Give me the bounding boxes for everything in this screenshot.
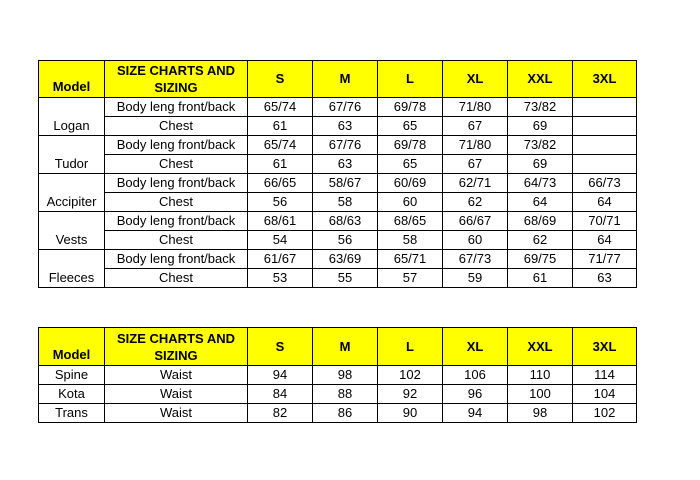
- size-value-cell: 56: [313, 231, 378, 250]
- model-name-cell: Accipiter: [39, 174, 105, 212]
- size-value-cell: 102: [378, 366, 443, 385]
- table-row: [39, 98, 637, 117]
- size-value-cell: 71/80: [443, 136, 508, 155]
- size-value-cell: 64: [573, 193, 637, 212]
- size-value-cell: 58/67: [313, 174, 378, 193]
- table-row: [39, 385, 637, 404]
- size-value-cell: 69: [508, 155, 573, 174]
- size-value-cell: 73/82: [508, 98, 573, 117]
- table-row: [39, 250, 637, 269]
- measure-label-cell: Chest: [105, 193, 248, 212]
- table-header-row: [39, 61, 637, 98]
- size-column-header: XXL: [508, 61, 573, 98]
- table-row: [39, 404, 637, 423]
- size-value-cell: 60: [443, 231, 508, 250]
- size-column-header: XXL: [508, 328, 573, 366]
- size-value-cell: 98: [508, 404, 573, 423]
- table-header-row: [39, 328, 637, 366]
- size-value-cell: 65/74: [248, 98, 313, 117]
- size-value-cell: 88: [313, 385, 378, 404]
- size-value-cell: 70/71: [573, 212, 637, 231]
- size-value-cell: 69/78: [378, 98, 443, 117]
- size-value-cell: 96: [443, 385, 508, 404]
- table-row: [39, 366, 637, 385]
- size-value-cell: 94: [443, 404, 508, 423]
- size-value-cell: 67: [443, 117, 508, 136]
- model-name-cell: Trans: [39, 404, 105, 423]
- size-value-cell: 65/74: [248, 136, 313, 155]
- size-value-cell: 84: [248, 385, 313, 404]
- size-column-header: S: [248, 328, 313, 366]
- measure-label-cell: Waist: [105, 404, 248, 423]
- measure-label-cell: Waist: [105, 385, 248, 404]
- table-row: [39, 231, 637, 250]
- measure-label-cell: Body leng front/back: [105, 212, 248, 231]
- size-value-cell: 60: [378, 193, 443, 212]
- measure-label-cell: Body leng front/back: [105, 136, 248, 155]
- size-value-cell: 66/65: [248, 174, 313, 193]
- size-value-cell: 102: [573, 404, 637, 423]
- size-chart-table-tops: [38, 60, 637, 288]
- size-value-cell: 73/82: [508, 136, 573, 155]
- size-value-cell: 65/71: [378, 250, 443, 269]
- size-value-cell: 114: [573, 366, 637, 385]
- size-value-cell: 54: [248, 231, 313, 250]
- size-value-cell: 65: [378, 117, 443, 136]
- measure-label-cell: Waist: [105, 366, 248, 385]
- size-value-cell: 69: [508, 117, 573, 136]
- size-column-header: XL: [443, 328, 508, 366]
- measure-label-cell: Chest: [105, 231, 248, 250]
- size-value-cell: [573, 136, 637, 155]
- table-row: [39, 193, 637, 212]
- size-value-cell: 66/73: [573, 174, 637, 193]
- size-value-cell: 66/67: [443, 212, 508, 231]
- model-column-header: Model: [39, 328, 105, 366]
- size-value-cell: 57: [378, 269, 443, 288]
- table-row: [39, 117, 637, 136]
- size-value-cell: 104: [573, 385, 637, 404]
- table-row: [39, 136, 637, 155]
- size-value-cell: 56: [248, 193, 313, 212]
- size-column-header: L: [378, 61, 443, 98]
- measure-label-cell: Chest: [105, 117, 248, 136]
- size-value-cell: 71/80: [443, 98, 508, 117]
- size-column-header: 3XL: [573, 61, 637, 98]
- size-value-cell: 63: [573, 269, 637, 288]
- size-value-cell: 61: [508, 269, 573, 288]
- measure-label-cell: Chest: [105, 155, 248, 174]
- size-value-cell: 82: [248, 404, 313, 423]
- size-value-cell: 110: [508, 366, 573, 385]
- size-value-cell: 61: [248, 155, 313, 174]
- size-value-cell: 67/76: [313, 136, 378, 155]
- size-value-cell: 62: [443, 193, 508, 212]
- size-value-cell: 69/75: [508, 250, 573, 269]
- size-value-cell: 67: [443, 155, 508, 174]
- measure-label-cell: Body leng front/back: [105, 98, 248, 117]
- size-value-cell: 55: [313, 269, 378, 288]
- model-name-cell: Kota: [39, 385, 105, 404]
- size-value-cell: 86: [313, 404, 378, 423]
- size-column-header: XL: [443, 61, 508, 98]
- size-value-cell: 53: [248, 269, 313, 288]
- size-value-cell: 59: [443, 269, 508, 288]
- size-chart-column-header: SIZE CHARTS AND SIZING: [105, 61, 248, 98]
- measure-label-cell: Chest: [105, 269, 248, 288]
- size-value-cell: [573, 155, 637, 174]
- model-name-cell: Spine: [39, 366, 105, 385]
- size-value-cell: 68/63: [313, 212, 378, 231]
- size-value-cell: 65: [378, 155, 443, 174]
- size-value-cell: 106: [443, 366, 508, 385]
- size-value-cell: 58: [313, 193, 378, 212]
- measure-label-cell: Body leng front/back: [105, 250, 248, 269]
- size-value-cell: 90: [378, 404, 443, 423]
- size-chart-table-bottoms: [38, 327, 637, 423]
- size-value-cell: 61: [248, 117, 313, 136]
- size-value-cell: [573, 117, 637, 136]
- size-column-header: L: [378, 328, 443, 366]
- model-name-cell: Fleeces: [39, 250, 105, 288]
- size-value-cell: 63/69: [313, 250, 378, 269]
- size-value-cell: 67/76: [313, 98, 378, 117]
- size-value-cell: 69/78: [378, 136, 443, 155]
- size-value-cell: 92: [378, 385, 443, 404]
- table-row: [39, 269, 637, 288]
- size-column-header: 3XL: [573, 328, 637, 366]
- table-row: [39, 174, 637, 193]
- size-value-cell: 61/67: [248, 250, 313, 269]
- size-value-cell: 62/71: [443, 174, 508, 193]
- size-value-cell: 60/69: [378, 174, 443, 193]
- size-value-cell: 68/69: [508, 212, 573, 231]
- size-chart-column-header: SIZE CHARTS AND SIZING: [105, 328, 248, 366]
- size-value-cell: 68/65: [378, 212, 443, 231]
- size-column-header: M: [313, 61, 378, 98]
- size-value-cell: 64: [508, 193, 573, 212]
- size-value-cell: 64/73: [508, 174, 573, 193]
- size-value-cell: 68/61: [248, 212, 313, 231]
- measure-label-cell: Body leng front/back: [105, 174, 248, 193]
- size-value-cell: 63: [313, 117, 378, 136]
- size-value-cell: 67/73: [443, 250, 508, 269]
- table-row: [39, 155, 637, 174]
- size-value-cell: 63: [313, 155, 378, 174]
- size-value-cell: 94: [248, 366, 313, 385]
- size-column-header: M: [313, 328, 378, 366]
- size-value-cell: 64: [573, 231, 637, 250]
- model-name-cell: Tudor: [39, 136, 105, 174]
- size-value-cell: 58: [378, 231, 443, 250]
- model-column-header: Model: [39, 61, 105, 98]
- size-value-cell: 62: [508, 231, 573, 250]
- size-value-cell: [573, 98, 637, 117]
- model-name-cell: Logan: [39, 98, 105, 136]
- size-value-cell: 71/77: [573, 250, 637, 269]
- size-value-cell: 100: [508, 385, 573, 404]
- size-value-cell: 98: [313, 366, 378, 385]
- table-row: [39, 212, 637, 231]
- size-column-header: S: [248, 61, 313, 98]
- model-name-cell: Vests: [39, 212, 105, 250]
